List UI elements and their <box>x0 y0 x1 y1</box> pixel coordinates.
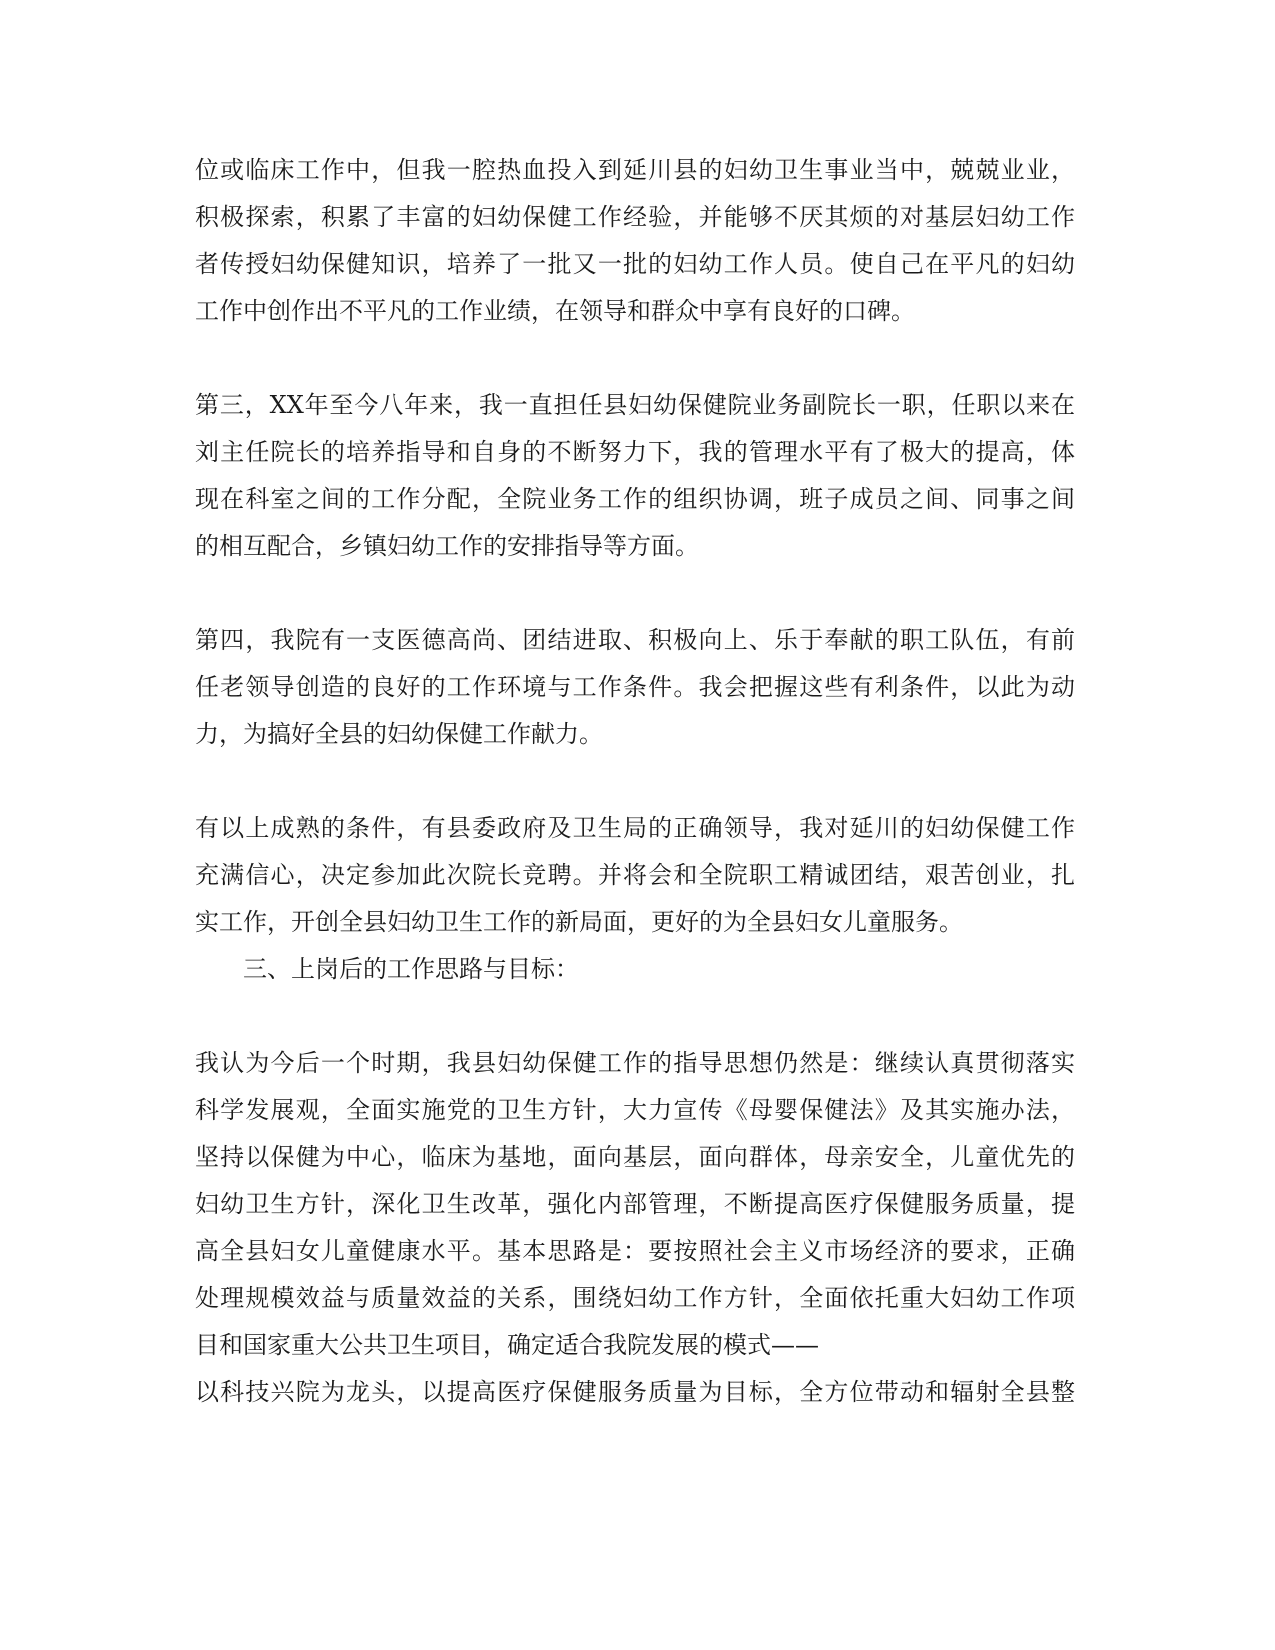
body-text-line: 坚持以保健为中心，临床为基地，面向基层，面向群体，母亲安全，儿童优先的 <box>195 1143 1075 1171</box>
body-text-line: 者传授妇幼保健知识，培养了一批又一批的妇幼工作人员。使自己在平凡的妇幼 <box>195 250 1075 278</box>
body-text-line: 刘主任院长的培养指导和自身的不断努力下，我的管理水平有了极大的提高，体 <box>195 438 1075 466</box>
body-text-line: 第四，我院有一支医德高尚、团结进取、积极向上、乐于奉献的职工队伍，有前 <box>195 626 1075 654</box>
section-heading: 三、上岗后的工作思路与目标： <box>243 955 579 983</box>
body-text-line: 有以上成熟的条件，有县委政府及卫生局的正确领导，我对延川的妇幼保健工作 <box>195 814 1075 842</box>
body-text-line: 积极探索，积累了丰富的妇幼保健工作经验，并能够不厌其烦的对基层妇幼工作 <box>195 203 1075 231</box>
body-text-line: 实工作，开创全县妇幼卫生工作的新局面，更好的为全县妇女儿童服务。 <box>195 908 963 936</box>
body-text-line: 力，为搞好全县的妇幼保健工作献力。 <box>195 720 603 748</box>
body-text-line: 的相互配合，乡镇妇幼工作的安排指导等方面。 <box>195 532 699 560</box>
body-text-line: 现在科室之间的工作分配，全院业务工作的组织协调，班子成员之间、同事之间 <box>195 485 1075 513</box>
body-text-line: 妇幼卫生方针，深化卫生改革，强化内部管理，不断提高医疗保健服务质量，提 <box>195 1190 1075 1218</box>
body-text-line: 高全县妇女儿童健康水平。基本思路是：要按照社会主义市场经济的要求，正确 <box>195 1237 1075 1265</box>
body-text-line: 以科技兴院为龙头，以提高医疗保健服务质量为目标，全方位带动和辐射全县整 <box>195 1378 1075 1406</box>
body-text-line: 位或临床工作中，但我一腔热血投入到延川县的妇幼卫生事业当中，兢兢业业， <box>195 156 1075 184</box>
body-text-line: 第三，XX年至今八年来，我一直担任县妇幼保健院业务副院长一职，任职以来在 <box>195 391 1075 419</box>
body-text-line: 我认为今后一个时期，我县妇幼保健工作的指导思想仍然是：继续认真贯彻落实 <box>195 1049 1075 1077</box>
body-text-line: 处理规模效益与质量效益的关系，围绕妇幼工作方针，全面依托重大妇幼工作项 <box>195 1284 1075 1312</box>
body-text-line: 工作中创作出不平凡的工作业绩，在领导和群众中享有良好的口碑。 <box>195 297 915 325</box>
body-text-line: 充满信心，决定参加此次院长竞聘。并将会和全院职工精诚团结，艰苦创业，扎 <box>195 861 1075 889</box>
body-text-line: 任老领导创造的良好的工作环境与工作条件。我会把握这些有利条件，以此为动 <box>195 673 1075 701</box>
body-text-line: 目和国家重大公共卫生项目，确定适合我院发展的模式—— <box>195 1331 819 1359</box>
body-text-line: 科学发展观，全面实施党的卫生方针，大力宣传《母婴保健法》及其实施办法， <box>195 1096 1075 1124</box>
